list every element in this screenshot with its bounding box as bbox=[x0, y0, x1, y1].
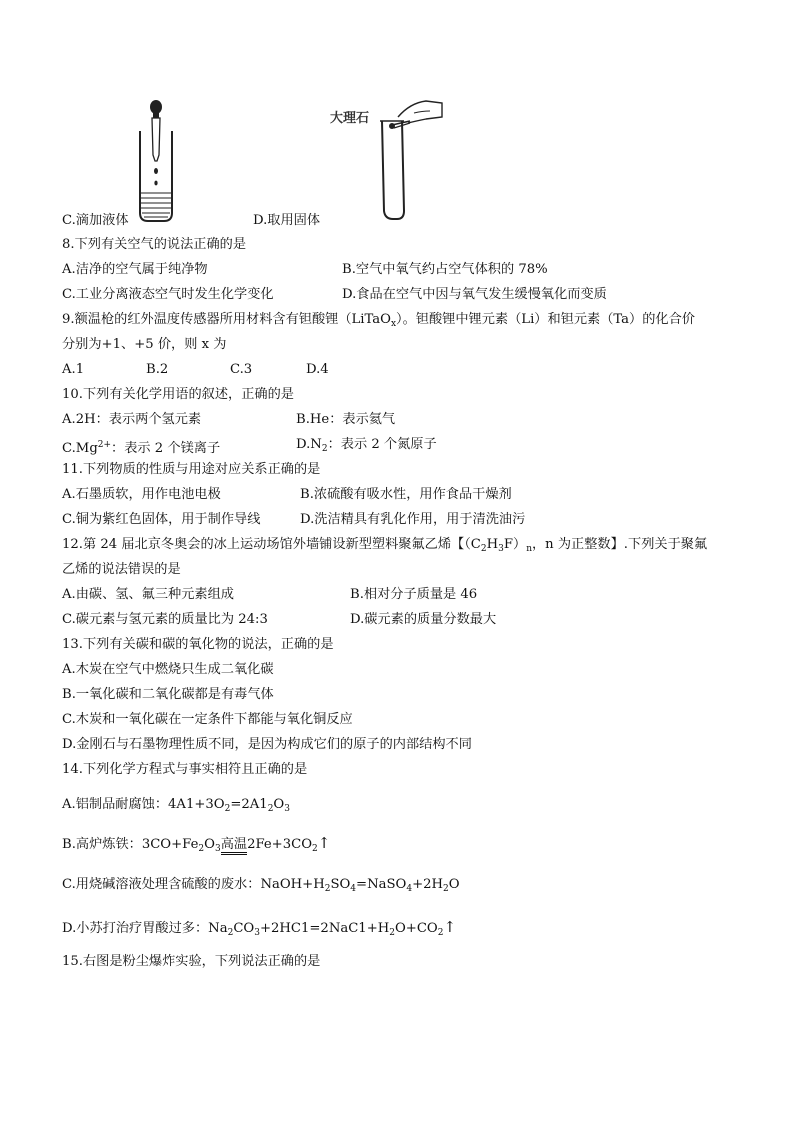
q9-option-a: A.1 bbox=[62, 362, 85, 377]
q9-stem-line2: 分别为+1、+5 价，则 x 为 bbox=[62, 337, 227, 352]
option-c-drop-liquid: C.滴加液体 bbox=[62, 213, 129, 228]
q14-stem: 14.下列化学方程式与事实相符且正确的是 bbox=[62, 762, 308, 777]
q8-option-c: C.工业分离液态空气时发生化学变化 bbox=[62, 287, 274, 302]
q12-option-d: D.碳元素的质量分数最大 bbox=[350, 612, 497, 627]
q10-option-b: B.He：表示氦气 bbox=[296, 412, 396, 427]
marble-test-tube-figure bbox=[330, 95, 450, 225]
gas-arrow: ↑ bbox=[443, 918, 457, 936]
q15-stem: 15.右图是粉尘爆炸实验，下列说法正确的是 bbox=[62, 954, 321, 969]
q14-option-a: A.铝制品耐腐蚀：$4A1+3O_2=2A1_2O_3$ bbox=[62, 797, 290, 814]
dropper-test-tube-figure bbox=[128, 95, 188, 225]
q10-option-a: A.2H：表示两个氢元素 bbox=[62, 412, 202, 427]
q12-stem: 12.第 24 届北京冬奥会的冰上运动场馆外墙铺设新型塑料聚氟乙烯【$(C_2H_3F)_n$，n 为正整数】.下列关于聚氟 bbox=[62, 537, 708, 554]
q9-option-d: D.4 bbox=[306, 362, 329, 377]
q14-option-d: D.小苏打治疗胃酸过多：$Na_2CO_3+2HC1=2NaC1+H_2O+CO_2↑$ bbox=[62, 918, 457, 938]
q10-stem: 10.下列有关化学用语的叙述，正确的是 bbox=[62, 387, 294, 402]
q13-option-d: D.金刚石与石墨物理性质不同，是因为构成它们的原子的内部结构不同 bbox=[62, 737, 472, 752]
q12-option-b: B.相对分子质量是 46 bbox=[350, 587, 478, 602]
q13-option-b: B.一氧化碳和二氧化碳都是有毒气体 bbox=[62, 687, 274, 702]
gas-arrow: ↑ bbox=[317, 834, 331, 852]
q9-stem: 9.额温枪的红外温度传感器所用材料含有钽酸锂（LiTaO$_x$）。钽酸锂中锂元素（Li）和钽元素（Ta）的化合价 bbox=[62, 312, 695, 329]
q13-option-c: C.木炭和一氧化碳在一定条件下都能与氧化铜反应 bbox=[62, 712, 353, 727]
q10-option-d: $D.N_2$：表示 2 个氮原子 bbox=[296, 437, 437, 454]
q11-option-b: B.浓硫酸有吸水性，用作食品干燥剂 bbox=[300, 487, 512, 502]
dropper-bulb bbox=[150, 100, 162, 114]
q8-stem: 8.下列有关空气的说法正确的是 bbox=[62, 237, 247, 252]
reaction-condition: 高温 bbox=[221, 838, 247, 855]
q14-option-c: C.用烧碱溶液处理含硫酸的废水：$NaOH+H_2SO_4=NaSO_4+2H_2O$ bbox=[62, 877, 460, 894]
q12-stem-line2: 乙烯的说法错误的是 bbox=[62, 562, 181, 577]
option-d-take-solid: D.取用固体 bbox=[253, 213, 321, 228]
q8-option-b: B.空气中氧气约占空气体积的 78% bbox=[342, 262, 548, 277]
q9-option-b: B.2 bbox=[146, 362, 169, 377]
q10-option-c: $C.Mg^{2+}$：表示 2 个镁离子 bbox=[62, 440, 221, 456]
q12-option-c: C.碳元素与氢元素的质量比为 24:3 bbox=[62, 612, 268, 627]
q11-option-d: D.洗洁精具有乳化作用，用于清洗油污 bbox=[300, 512, 526, 527]
q11-option-a: A.石墨质软，用作电池电极 bbox=[62, 487, 221, 502]
marble-label: 大理石 bbox=[330, 111, 370, 126]
q8-option-d: D.食品在空气中因与氧气发生缓慢氧化而变质 bbox=[342, 287, 607, 302]
q11-stem: 11.下列物质的性质与用途对应关系正确的是 bbox=[62, 462, 321, 477]
q14-option-b: B.高炉炼铁：$3CO+Fe_2O_3$高温$2Fe+3CO_2↑$ bbox=[62, 834, 331, 854]
q13-stem: 13.下列有关碳和碳的氧化物的说法，正确的是 bbox=[62, 637, 334, 652]
q8-option-a: A.洁净的空气属于纯净物 bbox=[62, 262, 208, 277]
q11-option-c: C.铜为紫红色固体，用于制作导线 bbox=[62, 512, 261, 527]
q12-option-a: A.由碳、氢、氟三种元素组成 bbox=[62, 587, 234, 602]
q9-option-c: C.3 bbox=[230, 362, 253, 377]
q13-option-a: A.木炭在空气中燃烧只生成二氧化碳 bbox=[62, 662, 274, 677]
marble bbox=[389, 123, 395, 129]
